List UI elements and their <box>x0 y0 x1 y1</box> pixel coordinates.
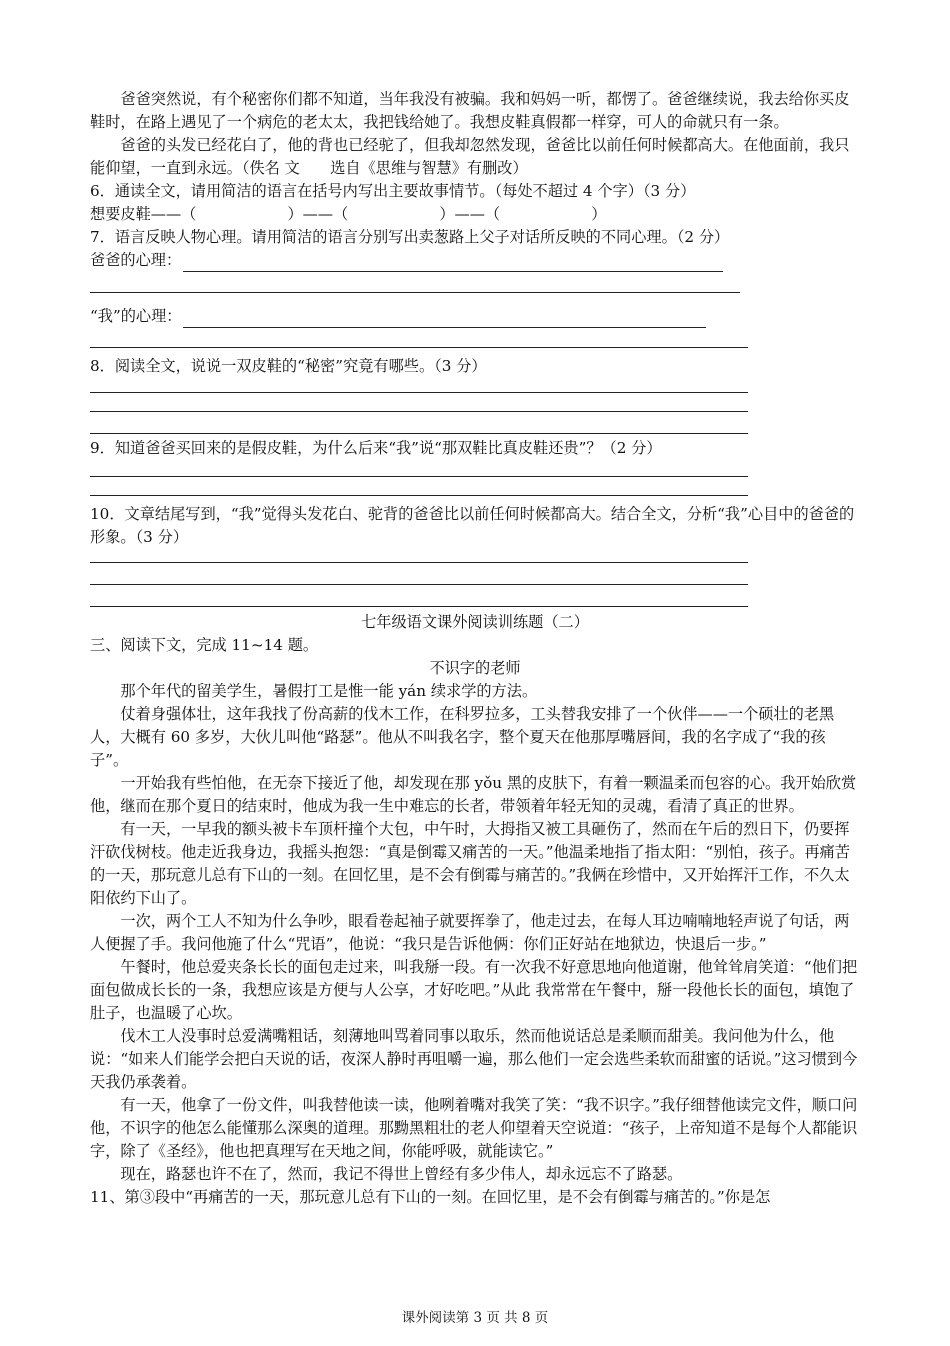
question-8: 8．阅读全文，说说一双皮鞋的“秘密”究竟有哪些。（3 分） <box>90 357 487 375</box>
article-paragraph-8: 有一天，他拿了一份文件，叫我替他读一读，他咧着嘴对我笑了笑：“我不识字。”我仔细替他读完文件，顺口问他，不识字的他怎么能懂那么深奥的道理。那黝黑粗壮的老人仰望着天空说道：“孩子，上帝知道不是每个人都能识字，除了《圣经》，他也把真理写在天地之间，你能呼吸，就能读它。” <box>90 1096 858 1160</box>
article-paragraph-6: 午餐时，他总爱夹条长长的面包走过来，叫我掰一段。有一次我不好意思地向他道谢，他耸耸肩笑道：“他们把面包做成长长的一条，我想应该是方便与人公享，才好吃吧。”从此 我常常在午餐中，掰一段他长长的面包，填饱了肚子，也温暖了心坎。 <box>90 958 858 1022</box>
question-11: 11、第③段中“再痛苦的一天，那玩意儿总有下山的一刻。在回忆里，是不会有倒霉与痛苦的。”你是怎 <box>90 1188 771 1206</box>
document-page <box>90 88 860 1209</box>
question-10: 10．文章结尾写到，“我”觉得头发花白、驼背的爸爸比以前任何时候都高大。结合全文，分析“我”心目中的爸爸的形象。（3 分） <box>90 505 855 546</box>
section-heading: 七年级语文课外阅读训练题（二） <box>361 613 589 631</box>
page-footer: 课外阅读第 3 页 共 8 页 <box>401 1310 549 1326</box>
article-paragraph-3: 一开始我有些怕他，在无奈下接近了他，却发现在那 yǒu 黑的皮肤下，有着一颗温柔而包容的心。我开始欣赏他，继而在那个夏日的结束时，他成为我一生中难忘的长者，带领着年轻无知的灵魂，看清了真正的世界。 <box>90 774 857 815</box>
question-9: 9．知道爸爸买回来的是假皮鞋，为什么后来“我”说“那双鞋比真皮鞋还贵”？（2 分） <box>90 439 662 457</box>
article-paragraph-2: 仗着身强体壮，这年我找了份高薪的伐木工作，在科罗拉多，工头替我安排了一个伙伴——一个硕壮的老黑人，大概有 60 多岁，大伙儿叫他“路瑟”。他从不叫我名字，整个夏天在他那厚嘴唇间，我的名字成了“我的孩子”。 <box>90 705 835 769</box>
article-paragraph-7: 伐木工人没事时总爱满嘴粗话，刻薄地叫骂着同事以取乐，然而他说话总是柔顺而甜美。我问他为什么，他说：“如来人们能学会把白天说的话，夜深人静时再咀嚼一遍，那么他们一定会选些柔软而甜蜜的话说。”这习惯到今天我仍承袭着。 <box>90 1027 858 1091</box>
passage1-paragraph-1: 爸爸突然说，有个秘密你们都不知道，当年我没有被骗。我和妈妈一听，都愣了。爸爸继续说，我去给你买皮鞋时，在路上遇见了一个病危的老太太，我把钱给她了。我想皮鞋真假都一样穿，可人的命就只有一条。 <box>90 90 850 131</box>
article-paragraph-5: 一次，两个工人不知为什么争吵，眼看卷起袖子就要挥拳了，他走过去，在每人耳边喃喃地轻声说了句话，两人便握了手。我问他施了什么“咒语”，他说：“我只是告诉他俩：你们正好站在地狱边，快退后一步。” <box>90 912 850 953</box>
article-paragraph-4: 有一天，一早我的额头被卡车顶杆撞个大包，中午时，大拇指又被工具砸伤了，然而在午后的烈日下，仍要挥汗砍伐树枝。他走近我身边，我摇头抱怨：“真是倒霉又痛苦的一天。”他温柔地指了指太阳：“别怕，孩子。再痛苦的一天，那玩意儿总有下山的一刻。在回忆里，是不会有倒霉与痛苦的。”我俩在珍惜中，又开始挥汗工作，不久太阳依约下山了。 <box>90 820 850 907</box>
question-7: 7．语言反映人物心理。请用简洁的语言分别写出卖葱路上父子对话所反映的不同心理。（2 分） <box>90 228 730 246</box>
q7-me-label: “我”的心理： <box>90 307 182 325</box>
article-title: 不识字的老师 <box>429 659 521 677</box>
section-instruction: 三、阅读下文，完成 11~14 题。 <box>90 636 319 654</box>
q7-dad-answer-line[interactable] <box>183 255 723 272</box>
article-paragraph-9: 现在，路瑟也许不在了，然而，我记不得世上曾经有多少伟人，却永远忘不了路瑟。 <box>120 1165 683 1183</box>
question-6-plot-chain[interactable]: 想要皮鞋——（ ）——（ ）——（ ） <box>90 205 607 223</box>
question-6: 6．通读全文，请用简洁的语言在括号内写出主要故事情节。（每处不超过 4 个字）（3 分） <box>90 182 696 200</box>
q7-dad-label: 爸爸的心理： <box>90 251 182 269</box>
article-paragraph-1: 那个年代的留美学生，暑假打工是惟一能 yán 续求学的方法。 <box>120 682 538 700</box>
q7-dad-row <box>90 249 860 272</box>
q7-me-answer-line[interactable] <box>183 311 706 328</box>
q7-me-row <box>90 305 860 328</box>
passage1-paragraph-2: 爸爸的头发已经花白了，他的背也已经驼了，但我却忽然发现，爸爸比以前任何时候都高大。在他面前，我只能仰望，一直到永远。（佚名 文 选自《思维与智慧》有删改） <box>90 136 850 177</box>
